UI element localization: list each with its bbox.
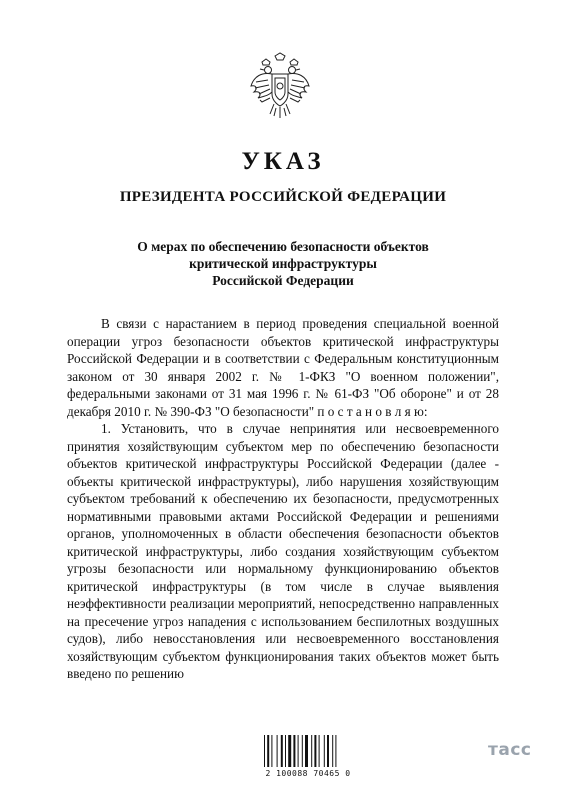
barcode-bar	[311, 735, 312, 767]
barcode-number: 2 100088 70465 0	[265, 769, 351, 778]
barcode-bar	[267, 735, 269, 767]
barcode-bar	[302, 735, 303, 767]
barcode-bar	[327, 735, 329, 767]
barcode-bar	[298, 735, 299, 767]
barcode-bar	[324, 735, 325, 767]
barcode-bar	[305, 735, 308, 767]
barcode-bar	[277, 735, 278, 767]
preamble-paragraph: В связи с нарастанием в период проведения специальной военной операции угроз безопасности объектов критической инфраструктуры Российской Федерации и в соответствии с Федеральным конституционным законом от 30 января 2002 г. № 1-ФКЗ "О военном положении", федеральными законами от 31 мая 1996 г. № 61-ФЗ "Об обороне" и от 28 декабря 2010 г. № 390-ФЗ "О безопасности" п о с т а н о в л я ю:	[67, 316, 499, 419]
decree-body	[67, 315, 499, 683]
heading-line: О мерах по обеспечению безопасности объектов	[137, 239, 429, 254]
barcode-bar	[293, 735, 295, 767]
barcode	[262, 735, 352, 767]
barcode-bar	[285, 735, 286, 767]
decree-heading	[0, 238, 566, 289]
barcode-bar	[332, 735, 333, 767]
decree-issuer: ПРЕЗИДЕНТА РОССИЙСКОЙ ФЕДЕРАЦИИ	[119, 189, 447, 205]
tass-watermark-logo: тасс	[488, 740, 532, 760]
barcode-bar	[281, 735, 283, 767]
clause-1-paragraph: 1. Установить, что в случае непринятия или несвоевременного принятия хозяйствующим субъектом мер по обеспечению безопасности объектов критической инфраструктуры Российской Федерации (далее - объекты критической инфраструктуры), либо нарушения хозяйствующим субъектом требований к обеспечению их безопасности, предусмотренных нормативными правовыми актами Российской Федерации и решениями органов, уполномоченных в области обеспечения безопасности объектов критической инфраструктуры, либо создания хозяйствующим субъектом угрозы безопасности или нормальному функционированию объектов критической инфраструктуры (в том числе в случае выявления неэффективности реализации мероприятий, непосредственно направленных на пресечение угроз нападения с использованием беспилотных воздушных судов), либо невосстановления или несвоевременного восстановления хозяйствующим субъектом функционирования таких объектов может быть введено по решению	[67, 421, 499, 681]
decree-title: УКАЗ	[241, 148, 325, 175]
barcode-bar	[288, 735, 291, 767]
barcode-bar	[264, 735, 265, 767]
barcode-bar	[271, 735, 272, 767]
barcode-bar	[335, 735, 336, 767]
heading-line: Российской Федерации	[212, 273, 354, 288]
barcode-bar	[314, 735, 316, 767]
coat-of-arms-emblem	[248, 52, 312, 120]
heading-line: критической инфраструктуры	[189, 256, 377, 271]
barcode-bar	[319, 735, 320, 767]
